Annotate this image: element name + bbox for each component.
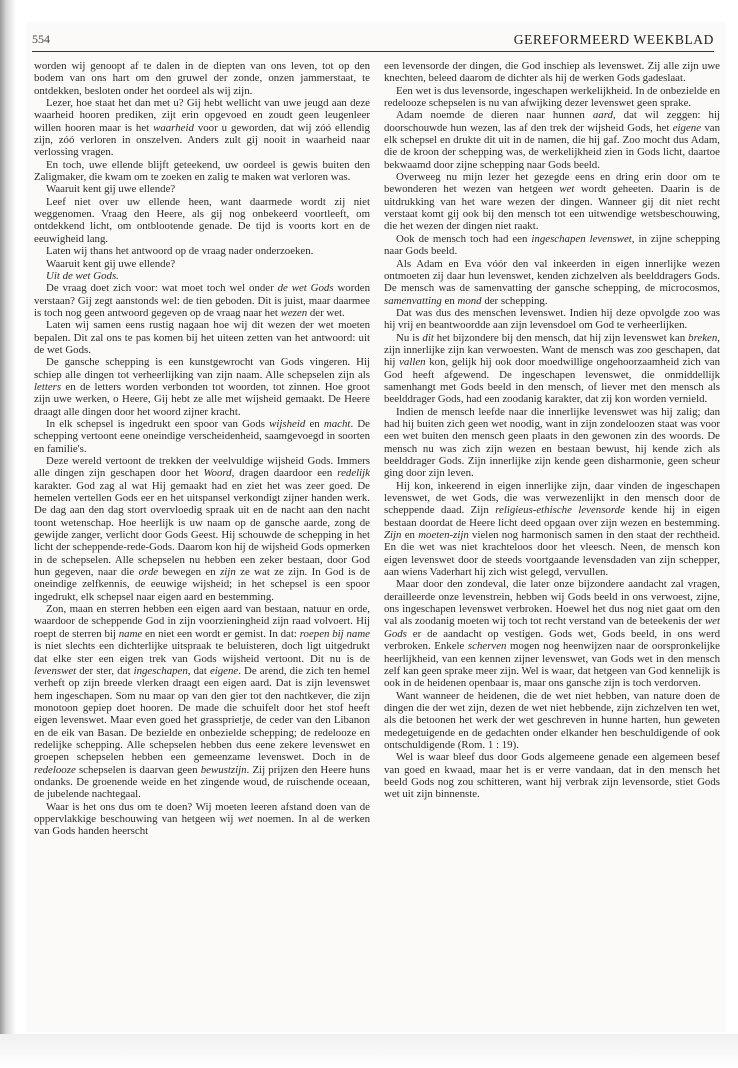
paragraph: Indien de mensch leefde naar die innerlijke levenswet was hij zalig; dan had hij buiten zich geen wet noodig, want in zijn zondeloozen staat was voor een wet buiten den mensch geen plaats in den gewonen zin des woords. De mensch nu was zich zijn wezen en bestaan bewust, hij kende zich als beelddrager Gods. Zijn innerlijke zijn kende geen disharmonie, geen scheur ging door zijn leven.: [384, 405, 720, 480]
newspaper-page: [26, 22, 726, 1032]
page-number: 554: [32, 32, 50, 46]
paragraph: Maar door den zondeval, die later onze bijzondere aandacht zal vragen, derailleerde onze levenstrein, hebben wij Gods beeld in ons verwoest, zijne, ons ingeschapen levenswet verbroken. Hoewel het dus nog niet gaat om den val als zoodanig moeten wij toch tot recht verstand van de beteekenis der wet Gods er de aandacht op vestigen. Gods wet, Gods beeld, in ons werd verbroken. Enkele scherven mogen nog heenwijzen naar de oorspronkelijke heerlijkheid, van een kennen zijner levenswet, van Gods wet in den mensch zelf kan geen sprake meer zijn. Wel is waar, dat hetgeen van God kennelijk is ook in de heidenen openbaar is, maar ons gansche zijn is toch verdorven.: [384, 578, 720, 690]
paragraph: Waaruit kent gij uwe ellende?: [46, 183, 176, 196]
paragraph: worden wij genoopt af te dalen in de diepten van ons leven, tot op den bodem van ons hart om den gruwel der zonde, onzen jammerstaat, te ontdekken, besloten onder het oordeel als wij zijn.: [34, 60, 370, 97]
paragraph: Een wet is dus levensorde, ingeschapen werkelijkheid. In de onbezielde en redelooze schepselen is nu van afwijking dezer levenswet geen sprake.: [384, 84, 720, 110]
paragraph: En toch, uwe ellende blijft geteekend, uw oordeel is gewis buiten den Zaligmaker, die kwam om te zoeken en zalig te maken wat verloren was.: [34, 158, 370, 184]
scan-bottom-margin: [0, 1034, 738, 1068]
paragraph: Als Adam en Eva vóór den val inkeerden in eigen innerlijke wezen ontmoeten zij daar hun levenswet, kenden zichzelven als beelddragers Gods. De mensch was de samenvatting der gansche schepping, de microcosmos, samenvatting en mond der schepping.: [384, 257, 720, 307]
paragraph: Uit de wet Gods.: [46, 269, 119, 282]
paragraph: In elk schepsel is ingedrukt een spoor van Gods wijsheid en macht. De schepping vertoont eene oneindige verscheidenheid, saamgevoegd in soorten en familie's.: [34, 417, 370, 455]
paragraph: Laten wij samen eens rustig nagaan hoe wij dit wezen der wet moeten bepalen. Dit zal ons te pas komen bij het uiteen zetten van het antwoord: uit de wet Gods.: [34, 319, 370, 356]
paragraph: De gansche schepping is een kunstgewrocht van Gods vingeren. Hij schiep alle dingen tot verheerlijking van zijn naam. Alle schepselen zijn als letters en de letters worden verbonden tot woorden, tot zinnen. Hoe groot zijn uwe werken, o Heere, Gij hebt ze alle met wijsheid gemaakt. De Heere draagt alle dingen door het woord zijner kracht.: [34, 356, 370, 418]
paragraph: Want wanneer de heidenen, die de wet niet hebben, van nature doen de dingen die der wet zijn, dezen de wet niet hebbende, zijn zichzelven ten wet, als die betoonen het werk der wet geschreven in hunne harten, hun geweten medegetuigende en de gedachten onder elkander hen beschuldigende of ook ontschuldigende (Rom. 1 : 19).: [384, 689, 720, 751]
paragraph: Ook de mensch toch had een ingeschapen levenswet, in zijne schepping naar Gods beeld.: [384, 232, 720, 258]
paragraph: Hij kon, inkeerend in eigen innerlijke zijn, daar vinden de ingeschapen levenswet, de wet Gods, die was verwezenlijkt in den mensch door de scheppende daad. Zijn religieus-ethische levensorde kende hij in eigen bestaan doordat de Heere licht deed opgaan over zijn wezen en bestemming. Zijn en moeten-zijn vielen nog harmonisch samen in den staat der rechtheid. En die wet was niet krachteloos door het vleesch. Neen, de mensch kon eigen levenswet door de steeds voortgaande levensdaden van zijn schepper, aan wiens Vaderhart hij zich wist gelegd, vervullen.: [384, 479, 720, 579]
paragraph: Lezer, hoe staat het dan met u? Gij hebt wellicht van uwe jeugd aan deze waarheid hooren prediken, zijt erin opgevoed en zoudt geen leugenleer willen hooren maar is het waarheid voor u geworden, dat wij zóó ellendig zijn, zóó verloren in onszelven. Anders zult gij nooit in waarheid naar verlossing vragen.: [34, 97, 370, 159]
page-header: [32, 30, 714, 52]
paragraph: Dat was dus des menschen levenswet. Indien hij deze opvolgde zoo was hij vrij en beantwoordde aan zijn levensdoel om God te verheerlijken.: [384, 306, 720, 332]
paragraph: Laten wij thans het antwoord op de vraag nader onderzoeken.: [46, 245, 314, 258]
right-column: [384, 60, 720, 990]
paragraph: Waaruit kent gij uwe ellende?: [46, 257, 176, 270]
journal-title: GEREFORMEERD WEEKBLAD: [513, 32, 714, 47]
left-column: [34, 60, 370, 990]
scan-edge-shadow: [0, 0, 16, 1068]
paragraph: Waar is het ons dus om te doen? Wij moeten leeren afstand doen van de oppervlakkige beschouwing van hetgeen wij wet noemen. In al de werken van Gods handen heerscht: [34, 800, 370, 838]
paragraph: Overweeg nu mijn lezer het gezegde eens en dring erin door om te bewonderen het wezen van hetgeen wet wordt geheeten. Daarin is de uitdrukking van het ware wezen der dingen. Wanneer gij dit niet recht verstaat komt gij ook bij den mensch tot een uitwendige wetsbeschouwing, die het wezen der dingen niet raakt.: [384, 171, 720, 233]
paragraph: een levensorde der dingen, die God inschiep als levenswet. Zij alle zijn uwe knechten, beleed daarom de dichter als hij de werken Gods gadeslaat.: [384, 60, 720, 85]
paragraph: Leef niet over uw ellende heen, want daarmede wordt zij niet weggenomen. Vraag den Heere, als gij nog onbekeerd voortleeft, om ontdekkend licht, om ontblootende genade. De tijd is voorts kort en de eeuwigheid lang.: [34, 195, 370, 245]
paragraph: Zon, maan en sterren hebben een eigen aard van bestaan, natuur en orde, waardoor de scheppende God in zijn voorzieningheid zijn raad volvoert. Hij roept de sterren bij name en niet een wordt er gemist. In dat: roepen bij name is niet slechts een dichterlijke uitspraak te beluisteren, doch ligt uitgedrukt dat elke ster een eigen trek van Gods wijsheid vertoont. Dit nu is de levenswet der ster, dat ingeschapen, dat eigene. De arend, die zich ten hemel verheft op zijn breede vlerken draagt een eigen aard. Dat is zijn levenswet hem ingeschapen. Som nu maar op van den gier tot den nachtkever, die zijn monotoon gepiep doet hooren. De made die schuifelt door het stof heeft eigen levenswet. Maar even goed het grassprietje, de ceder van den Libanon en de eik van Basan. De bezielde en onbezielde schepping; de redelooze en redelijke schepping. Alle schepselen hebben dus eene zekere levenswet en groepen schepselen hebben een gemeenzame levenswet. Doch in de redelooze schepselen is daarvan geen bewustzijn. Zij prijzen den Heere huns ondanks. De groenende weide en het zingende woud, de ruischende oceaan, de jubelende nachtegaal.: [34, 603, 370, 801]
paragraph: Deze wereld vertoont de trekken der veelvuldige wijsheid Gods. Immers alle dingen zijn geschapen door het Woord, dragen daardoor een redelijk karakter. God zag al wat Hij gemaakt had en ziet het was zeer goed. De hemelen vertellen Gods eer en het uitspansel verkondigt zijner handen werk. De dag aan den dag stort overvloedig spraak uit en de nacht aan den nacht toont wetenschap. Hoe heerlijk is uw naam op de gansche aarde, zong de gewijde zanger, verlicht door Gods Geest. Hij schouwde de schepping in het licht der scheppende-rede-Gods. Daarom kon hij de wijsheid Gods opmerken in de schepselen. Alle schepselen nu hebben een zeker bestaan, door God hun gegeven, naar die orde bewegen en zijn ze wat ze zijn. In God is de oneindige zelfkennis, de eeuwige wijsheid; in het schepsel is een spoor ingedrukt, elk schepsel naar eigen aard en bestemming.: [34, 455, 370, 603]
paragraph: Adam noemde de dieren naar hunnen aard, dat wil zeggen: hij doorschouwde hun wezen, las af den trek der wijsheid Gods, het eigene van elk schepsel en drukte dit uit in de namen, die hij gaf. Zoo mocht dus Adam, die de kroon der schepping was, de werkelijkheid zien in Gods licht, daartoe bekwaamd door zijne schepping naar Gods beeld.: [384, 109, 720, 171]
paragraph: De vraag doet zich voor: wat moet toch wel onder de wet Gods worden verstaan? Gij zegt aanstonds wel: de tien geboden. Dit is juist, maar daarmee is toch nog geen antwoord gegeven op de vraag naar het wezen der wet.: [34, 282, 370, 319]
paragraph: Wel is waar bleef dus door Gods algemeene genade een algemeen besef van goed en kwaad, maar het is er verre vandaan, dat in den mensch het beeld Gods nog zou schitteren, want hij verbrak zijn levensorde, stiet Gods wet uit zijn binnenste.: [384, 751, 720, 801]
paragraph: Nu is dit het bijzondere bij den mensch, dat hij zijn levenswet kan breken, zijn innerlijke zijn kan verwoesten. Want de mensch was zoo geschapen, dat hij vallen kon, gelijk hij ook door moedwillige ongehoorzaamheid zich van God heeft afgewend. De ingeschapen levenswet, die onmiddellijk samenhangt met Gods beeld in den mensch, of liever met den mensch als beelddrager Gods, had een zoodanig karakter, dat zij kon worden vernield.: [384, 331, 720, 406]
